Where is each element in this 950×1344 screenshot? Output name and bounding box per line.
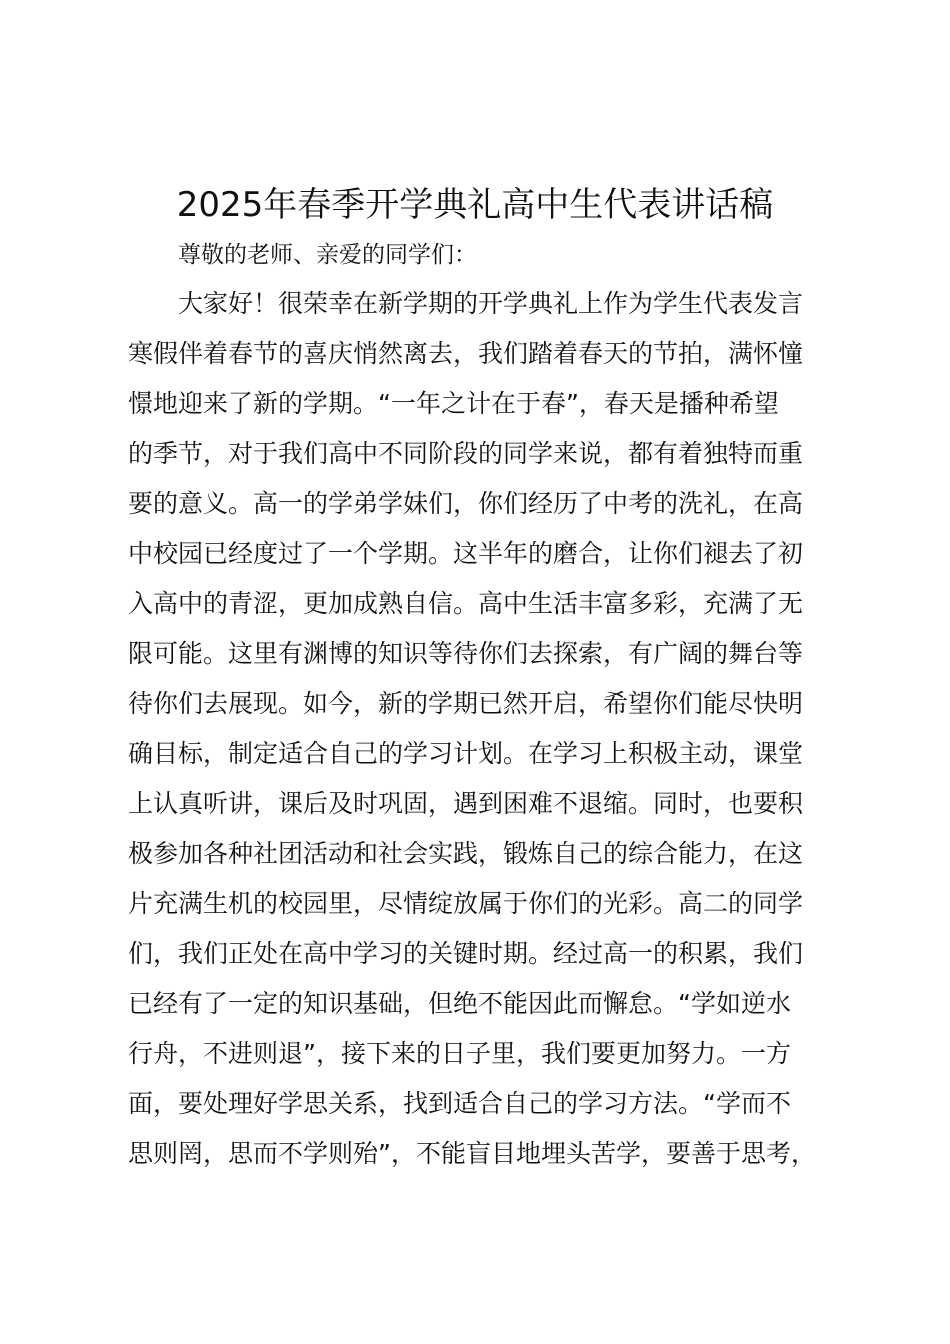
body-line: 们，我们正处在高中学习的关键时期。经过高一的积累，我们 [128, 939, 804, 968]
document-body [128, 286, 858, 1186]
body-line: 上认真听讲，课后及时巩固，遇到困难不退缩。同时，也要积 [128, 789, 804, 818]
body-line: 限可能。这里有渊博的知识等待你们去探索，有广阔的舞台等 [128, 639, 804, 668]
body-line: 面，要处理好学思关系，找到适合自己的学习方法。“学而不 [128, 1089, 791, 1118]
body-line: 的季节，对于我们高中不同阶段的同学来说，都有着独特而重 [128, 439, 804, 468]
body-line: 已经有了一定的知识基础，但绝不能因此而懈怠。“学如逆水 [128, 989, 791, 1018]
body-line: 思则罔，思而不学则殆”，不能盲目地埋头苦学，要善于思考， [128, 1139, 816, 1168]
body-line: 入高中的青涩，更加成熟自信。高中生活丰富多彩，充满了无 [128, 589, 804, 618]
body-line: 憬地迎来了新的学期。“一年之计在于春”，春天是播种希望 [128, 389, 779, 418]
greeting-line: 尊敬的老师、亲爱的同学们： [178, 242, 477, 268]
body-line: 确目标，制定适合自己的学习计划。在学习上积极主动，课堂 [128, 739, 804, 768]
body-line: 行舟，不进则退”，接下来的日子里，我们要更加努力。一方 [128, 1039, 791, 1068]
body-line: 寒假伴着春节的喜庆悄然离去，我们踏着春天的节拍，满怀憧 [128, 339, 804, 368]
document-title: 2025年春季开学典礼高中生代表讲话稿 [176, 185, 774, 225]
body-line: 极参加各种社团活动和社会实践，锻炼自己的综合能力，在这 [128, 839, 804, 868]
body-line: 大家好！很荣幸在新学期的开学典礼上作为学生代表发言 [178, 289, 804, 318]
body-line: 待你们去展现。如今，新的学期已然开启，希望你们能尽快明 [128, 689, 804, 718]
body-line: 片充满生机的校园里，尽情绽放属于你们的光彩。高二的同学 [128, 889, 804, 918]
body-line: 中校园已经度过了一个学期。这半年的磨合，让你们褪去了初 [128, 539, 804, 568]
body-line: 要的意义。高一的学弟学妹们，你们经历了中考的洗礼，在高 [128, 489, 804, 518]
